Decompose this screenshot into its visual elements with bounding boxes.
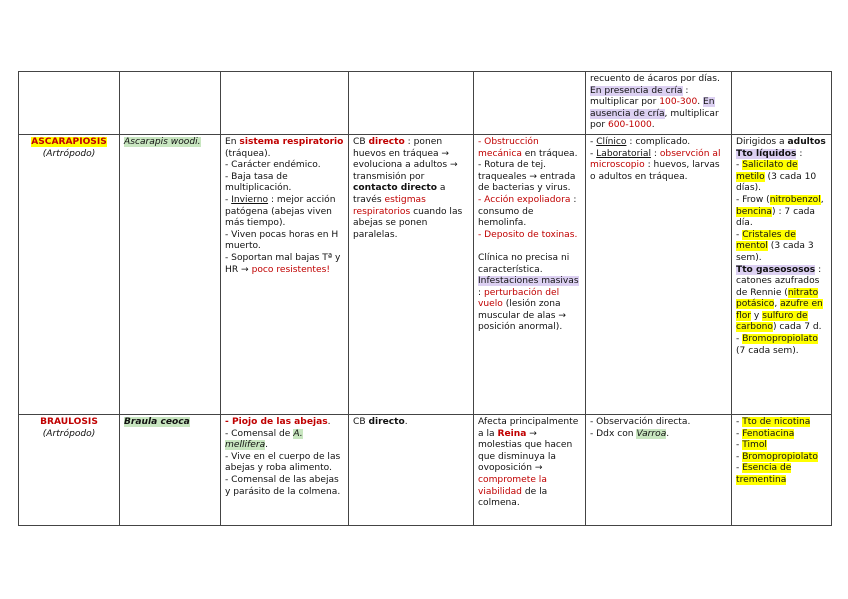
text: - Rotura de tej. traqueales → entrada de bacterias y virus. <box>478 160 576 194</box>
disease-type: (Artrópodo) <box>42 428 96 439</box>
text: : huevos, larvas o adultos en tráquea. <box>590 160 720 182</box>
text: observción al microscopio <box>590 148 721 171</box>
text: contacto directo <box>353 183 438 194</box>
text: : <box>653 148 657 159</box>
text: - Piojo de las abejas <box>225 416 328 427</box>
text: 600-1000 <box>607 120 652 131</box>
text: - Viven pocas horas en H muerto. <box>225 229 339 252</box>
text: : consumo de hemolinfa. <box>478 194 577 229</box>
text: cuando las abejas se ponen paralelas. <box>353 206 463 240</box>
text: En presencia de cría <box>590 85 683 96</box>
agent-name: Braula ceoca <box>124 416 190 427</box>
text: Invierno <box>231 194 269 205</box>
text: a través <box>353 183 446 205</box>
table-cell <box>732 72 832 135</box>
text: Dirigidos a <box>736 136 785 147</box>
text: → molestias que hacen que disminuya la ovoposición → <box>478 428 573 474</box>
text: : complicado. <box>629 136 691 147</box>
transmission-cell <box>349 134 474 414</box>
table-row <box>19 414 832 525</box>
text: ) cada 7 d. <box>772 322 822 333</box>
transmission-cell: CB directo. <box>349 414 474 525</box>
text: Salicilato de metilo <box>736 160 798 182</box>
text: Varroa <box>636 428 667 439</box>
text: recuento de ácaros por días. <box>590 74 720 84</box>
disease-table <box>18 71 832 526</box>
text: Tto líquidos <box>736 148 797 159</box>
text: ) : 7 cada día. <box>736 206 815 229</box>
text: Esencia de trementina <box>736 463 792 485</box>
text: CB <box>353 416 366 427</box>
text: Bromopropiolato <box>742 334 818 345</box>
text: Tto gaseososos <box>736 264 816 275</box>
text: - Comensal de <box>225 428 291 439</box>
agent-name: Ascarapis woodi. <box>124 136 201 147</box>
text: En <box>225 136 237 147</box>
text: - Carácter endémico. <box>225 160 321 171</box>
text: nitrobenzol <box>769 194 821 205</box>
text: sistema respiratorio <box>239 136 344 147</box>
diagnosis-cell: - Observación directa. - Ddx con Varroa. <box>586 414 732 525</box>
text: (7 cada sem). <box>736 345 799 356</box>
text: (tráquea). <box>225 148 271 159</box>
text: - Obstrucción mecánica <box>478 136 539 159</box>
text: : catones azufrados de Rennie ( <box>736 264 822 298</box>
text: : <box>478 287 482 298</box>
disease-name: BRAULOSIS <box>40 416 98 427</box>
text: perturbación del vuelo <box>478 287 560 310</box>
clinical-cell <box>474 134 586 414</box>
agent-cell <box>120 414 221 525</box>
text: - Observación directa. <box>590 416 691 427</box>
text: : multiplicar por <box>590 85 689 108</box>
treatment-cell: Dirigidos a adultos Tto líquidos : - Salicilato de metilo (3 cada 10 días). - Frow (nitrobenzol, bencina) : 7 cada día. - Cristales de mentol (3 cada 3 sem). Tto gaseososos : catones azufrados de Rennie (nitrato potásico, azufre en flor y sulfuro de carbono) cada 7 d. - Bromopropiolato (7 cada sem). <box>732 134 832 414</box>
treatment-cell: - Tto de nicotina - Fenotiacina - Timol - Bromopropiolato - Esencia de trementina <box>732 414 832 525</box>
text: - Frow ( <box>736 194 770 205</box>
text: Clínica no precisa ni característica. <box>478 252 570 275</box>
text: compromete la viabilidad <box>478 474 547 497</box>
table-cell <box>474 72 586 135</box>
text: directo <box>368 416 405 427</box>
text: : mejor acción patógena (abejas viven más tiempo). <box>225 194 336 229</box>
text: adultos <box>787 136 826 147</box>
table-row <box>19 72 832 135</box>
text: Bromopropiolato <box>742 451 818 462</box>
text: en tráquea. <box>524 148 578 159</box>
text: 100-300 <box>659 97 698 108</box>
text: nitrato potásico <box>736 287 819 310</box>
text: En ausencia de cría <box>590 97 715 119</box>
text: azufre en flor <box>736 299 823 321</box>
text: - Comensal de las abejas y parásito de la colmena. <box>225 474 341 497</box>
text: Timol <box>742 440 767 451</box>
text: (lesión zona muscular de alas → posición anormal). <box>478 299 567 333</box>
text: A. mellifera <box>225 428 303 451</box>
agent-cell <box>120 134 221 414</box>
table-row <box>19 134 832 414</box>
text: - Baja tasa de multiplicación. <box>225 171 292 194</box>
text: sulfuro de carbono <box>736 310 808 333</box>
text: Reina <box>497 428 527 439</box>
text: bencina <box>736 206 772 217</box>
text: (3 cada 10 días). <box>736 171 817 194</box>
diagnosis-cell: - Clínico : complicado. - Laboratorial : observción al microscopio : huevos, larvas o adultos en tráquea. <box>586 134 732 414</box>
text: CB <box>353 136 366 147</box>
characteristics-cell: - Piojo de las abejas. - Comensal de A. mellifera. - Vive en el cuerpo de las abejas y roba alimento. - Comensal de las abejas y parásito de la colmena. <box>221 414 349 525</box>
text: de la colmena. <box>478 486 548 509</box>
text: - Acción expoliadora <box>478 194 571 205</box>
text: directo <box>368 136 405 147</box>
text: Fenotiacina <box>742 428 795 439</box>
diagnosis-cell: recuento de ácaros por días. En presencia de cría : multiplicar por 100-300. En ausencia de cría, multiplicar por 600-1000. <box>586 72 732 135</box>
text: - Ddx con <box>590 428 634 439</box>
text: - Deposito de toxinas. <box>478 229 578 240</box>
clinical-cell <box>474 414 586 525</box>
disease-name-cell <box>19 134 120 414</box>
text: Laboratorial <box>596 148 651 159</box>
text: (3 cada 3 sem). <box>736 241 814 263</box>
text: , multiplicar por <box>590 108 719 131</box>
text: Afecta principalmente a la <box>478 416 579 439</box>
text: - Soportan mal bajas Tª y HR → <box>225 252 341 275</box>
table-cell <box>19 72 120 135</box>
characteristics-cell: En sistema respiratorio (tráquea). - Carácter endémico. - Baja tasa de multiplicación. - Invierno : mejor acción patógena (abejas viven más tiempo). - Viven pocas horas en H muerto. - Soportan mal bajas Tª y HR → poco resistentes! <box>221 134 349 414</box>
text: Cristales de mentol <box>736 229 796 252</box>
table-cell <box>120 72 221 135</box>
text: Tto de nicotina <box>742 416 811 427</box>
text: estigmas respiratorios <box>353 194 426 217</box>
disease-name-cell <box>19 414 120 525</box>
disease-name <box>23 137 115 149</box>
text: : ponen huevos en tráquea → evoluciona a adultos → transmisión por <box>353 136 458 182</box>
table-cell <box>349 72 474 135</box>
text: - Vive en el cuerpo de las abejas y roba alimento. <box>225 451 341 474</box>
table-cell <box>221 72 349 135</box>
text: Clínico <box>596 136 627 147</box>
text: ASCARAPIOSIS <box>31 136 107 147</box>
disease-type: (Artrópodo) <box>42 148 96 159</box>
text: Infestaciones masivas <box>478 276 579 287</box>
text: poco resistentes! <box>251 264 330 275</box>
